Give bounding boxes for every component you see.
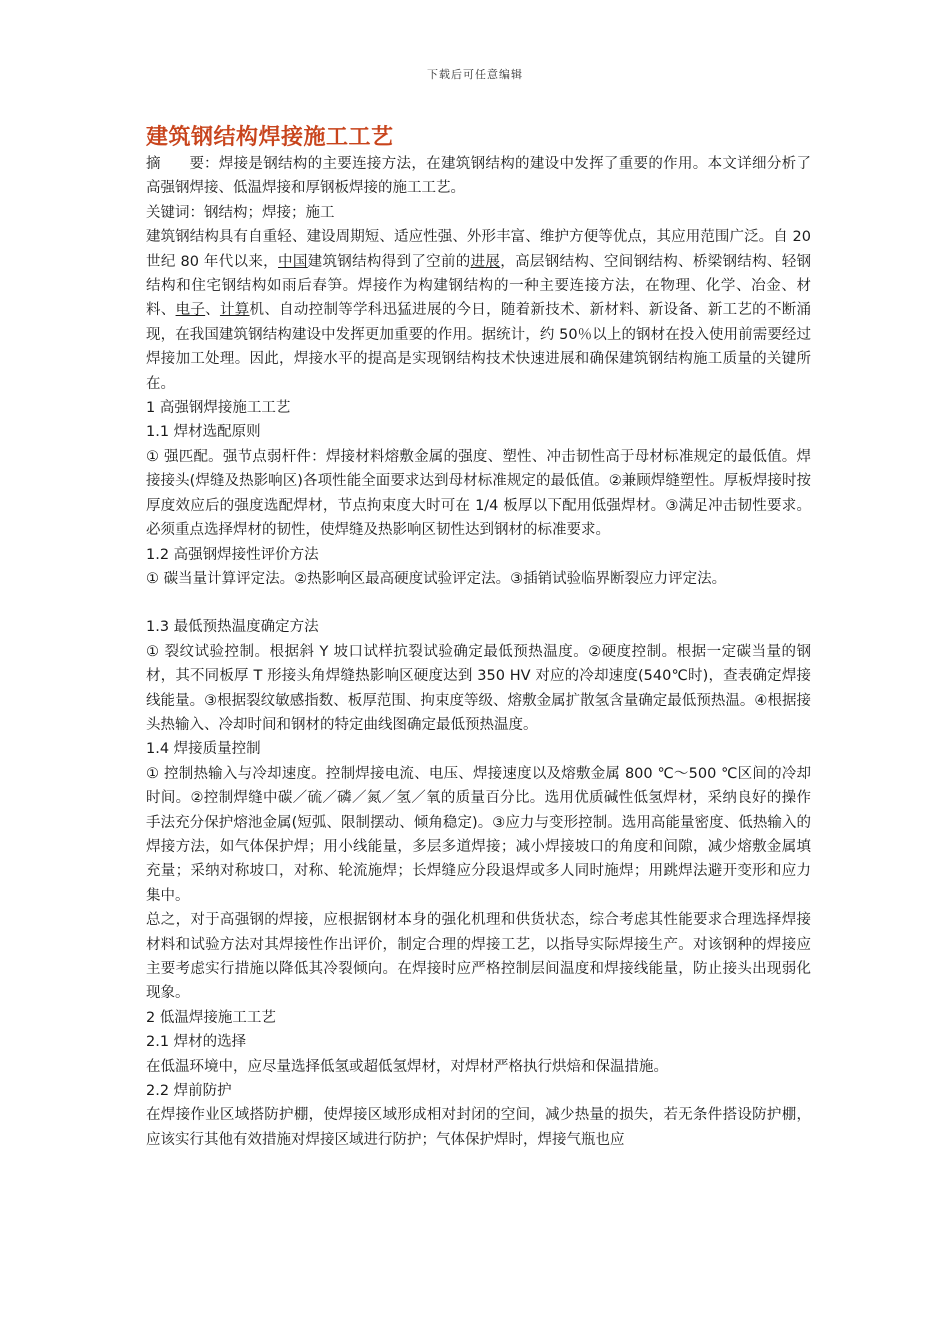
blank-line (146, 591, 811, 615)
section-heading-2-2: 2.2 焊前防护 (146, 1083, 232, 1100)
intro-text-1: 建筑钢结构具有自重轻、建设周期短、适应性强、外形丰富、维护方便等优点，其应用范围广泛。自 20 世纪 80 年代以来， (146, 229, 811, 270)
paragraph-1-2: ① 碳当量计算评定法。②热影响区最高硬度试验评定法。③插销试验临界断裂应力评定法。 (146, 570, 727, 587)
document-body (146, 124, 811, 1152)
summary-paragraph: 总之，对于高强钢的焊接，应根据钢材本身的强化机理和供货状态，综合考虑其性能要求合理选择焊接材料和试验方法对其焊接性作出评价，制定合理的焊接工艺，以指导实际焊接生产。对该钢种的焊接应主要考虑实行措施以降低其冷裂倾向。在焊接时应严格控制层间温度和焊接线能量，防止接头出现弱化现象。 (146, 912, 811, 1002)
paragraph-1-4: ① 控制热输入与冷却速度。控制焊接电流、电压、焊接速度以及熔敷金属 800 ℃～500 ℃区间的冷却时间。②控制焊缝中碳／硫／磷／氮／氢／氧的质量百分比。选用优质碱性低氢焊材，采纳良好的操作手法充分保护熔池金属(短弧、限制摆动、倾角稳定)。③应力与变形控制。选用高能量密度、低热输入的焊接方法，如气体保护焊；用小线能量，多层多道焊接；减小焊接坡口的角度和间隙，减少熔敷金属填充量；采纳对称坡口，对称、轮流施焊；长焊缝应分段退焊或多人同时施焊；用跳焊法避开变形和应力集中。 (146, 765, 811, 904)
section-heading-1-2: 1.2 高强钢焊接性评价方法 (146, 546, 319, 563)
intro-text-5: 机、自动控制等学科迅猛进展的今日，随着新技术、新材料、新设备、新工艺的不断涌现，在我国建筑钢结构建设中发挥更加重要的作用。据统计，约 50％以上的钢材在投入使用前需要经过焊接加工处理。因此，焊接水平的提高是实现钢结构技术快速进展和确保建筑钢结构施工质量的关键所在。 (146, 302, 812, 392)
link-computing[interactable]: 计算 (219, 302, 250, 319)
abstract-label: 摘 要： (146, 156, 219, 172)
section-heading-1-3: 1.3 最低预热温度确定方法 (146, 619, 319, 636)
link-china[interactable]: 中国 (278, 253, 308, 270)
intro-text-4: 、 (205, 302, 220, 319)
paragraph-2-2: 在焊接作业区域搭防护棚，使焊接区域形成相对封闭的空间，减少热量的损失，若无条件搭设防护棚，应该实行其他有效措施对焊接区域进行防护；气体保护焊时，焊接气瓶也应 (146, 1107, 811, 1148)
intro-paragraph (146, 225, 811, 396)
section-heading-1-4: 1.4 焊接质量控制 (146, 741, 261, 758)
intro-text-3: ，高层钢结构、空间钢结构、桥梁钢结构、轻钢结构和住宅钢结构如雨后春笋。焊接作为构建钢结构的一种主要连接方法，在物理、化学、冶金、材料、 (146, 253, 812, 319)
section-heading-1: 1 高强钢焊接施工工艺 (146, 400, 291, 417)
section-heading-2: 2 低温焊接施工工艺 (146, 1009, 276, 1026)
header-note: 下载后可任意编辑 (427, 68, 523, 81)
paragraph-1-1: ① 强匹配。强节点弱杆件：焊接材料熔敷金属的强度、塑性、冲击韧性高于母材标准规定的最低值。焊接接头(焊缝及热影响区)各项性能全面要求达到母材标准规定的最低值。②兼顾焊缝塑性。厚板焊接时按厚度效应后的强度选配焊材，节点拘束度大时可在 1/4 板厚以下配用低强焊材。③满足冲击韧性要求。必须重点选择焊材的韧性，使焊缝及热影响区韧性达到钢材的标准要求。 (146, 448, 811, 539)
section-heading-1-1: 1.1 焊材选配原则 (146, 424, 261, 441)
abstract-text: 焊接是钢结构的主要连接方法，在建筑钢结构的建设中发挥了重要的作用。本文详细分析了高强钢焊接、低温焊接和厚钢板焊接的施工工艺。 (146, 156, 811, 197)
section-heading-2-1: 2.1 焊材的选择 (146, 1034, 247, 1051)
document-title: 建筑钢结构焊接施工工艺 (146, 125, 394, 150)
abstract-paragraph (146, 152, 811, 201)
link-electronics[interactable]: 电子 (175, 302, 206, 319)
link-progress[interactable]: 进展 (470, 253, 501, 270)
paragraph-1-3: ① 裂纹试验控制。根据斜 Y 坡口试样抗裂试验确定最低预热温度。②硬度控制。根据一定碳当量的钢材，其不同板厚 T 形接头角焊缝热影响区硬度达到 350 HV 对应的冷却速度(540℃时)，查表确定焊接线能量。③根据裂纹敏感指数、板厚范围、拘束度等级、熔敷金属扩散氢含量确定最低预热温。④根据接头热输入、冷却时间和钢材的特定曲线图确定最低预热温度。 (146, 643, 811, 733)
keywords-line: 关键词：钢结构；焊接；施工 (146, 204, 335, 221)
paragraph-2-1: 在低温环境中，应尽量选择低氢或超低氢焊材，对焊材严格执行烘焙和保温措施。 (146, 1058, 668, 1075)
intro-text-2: 建筑钢结构得到了空前的 (307, 253, 471, 270)
